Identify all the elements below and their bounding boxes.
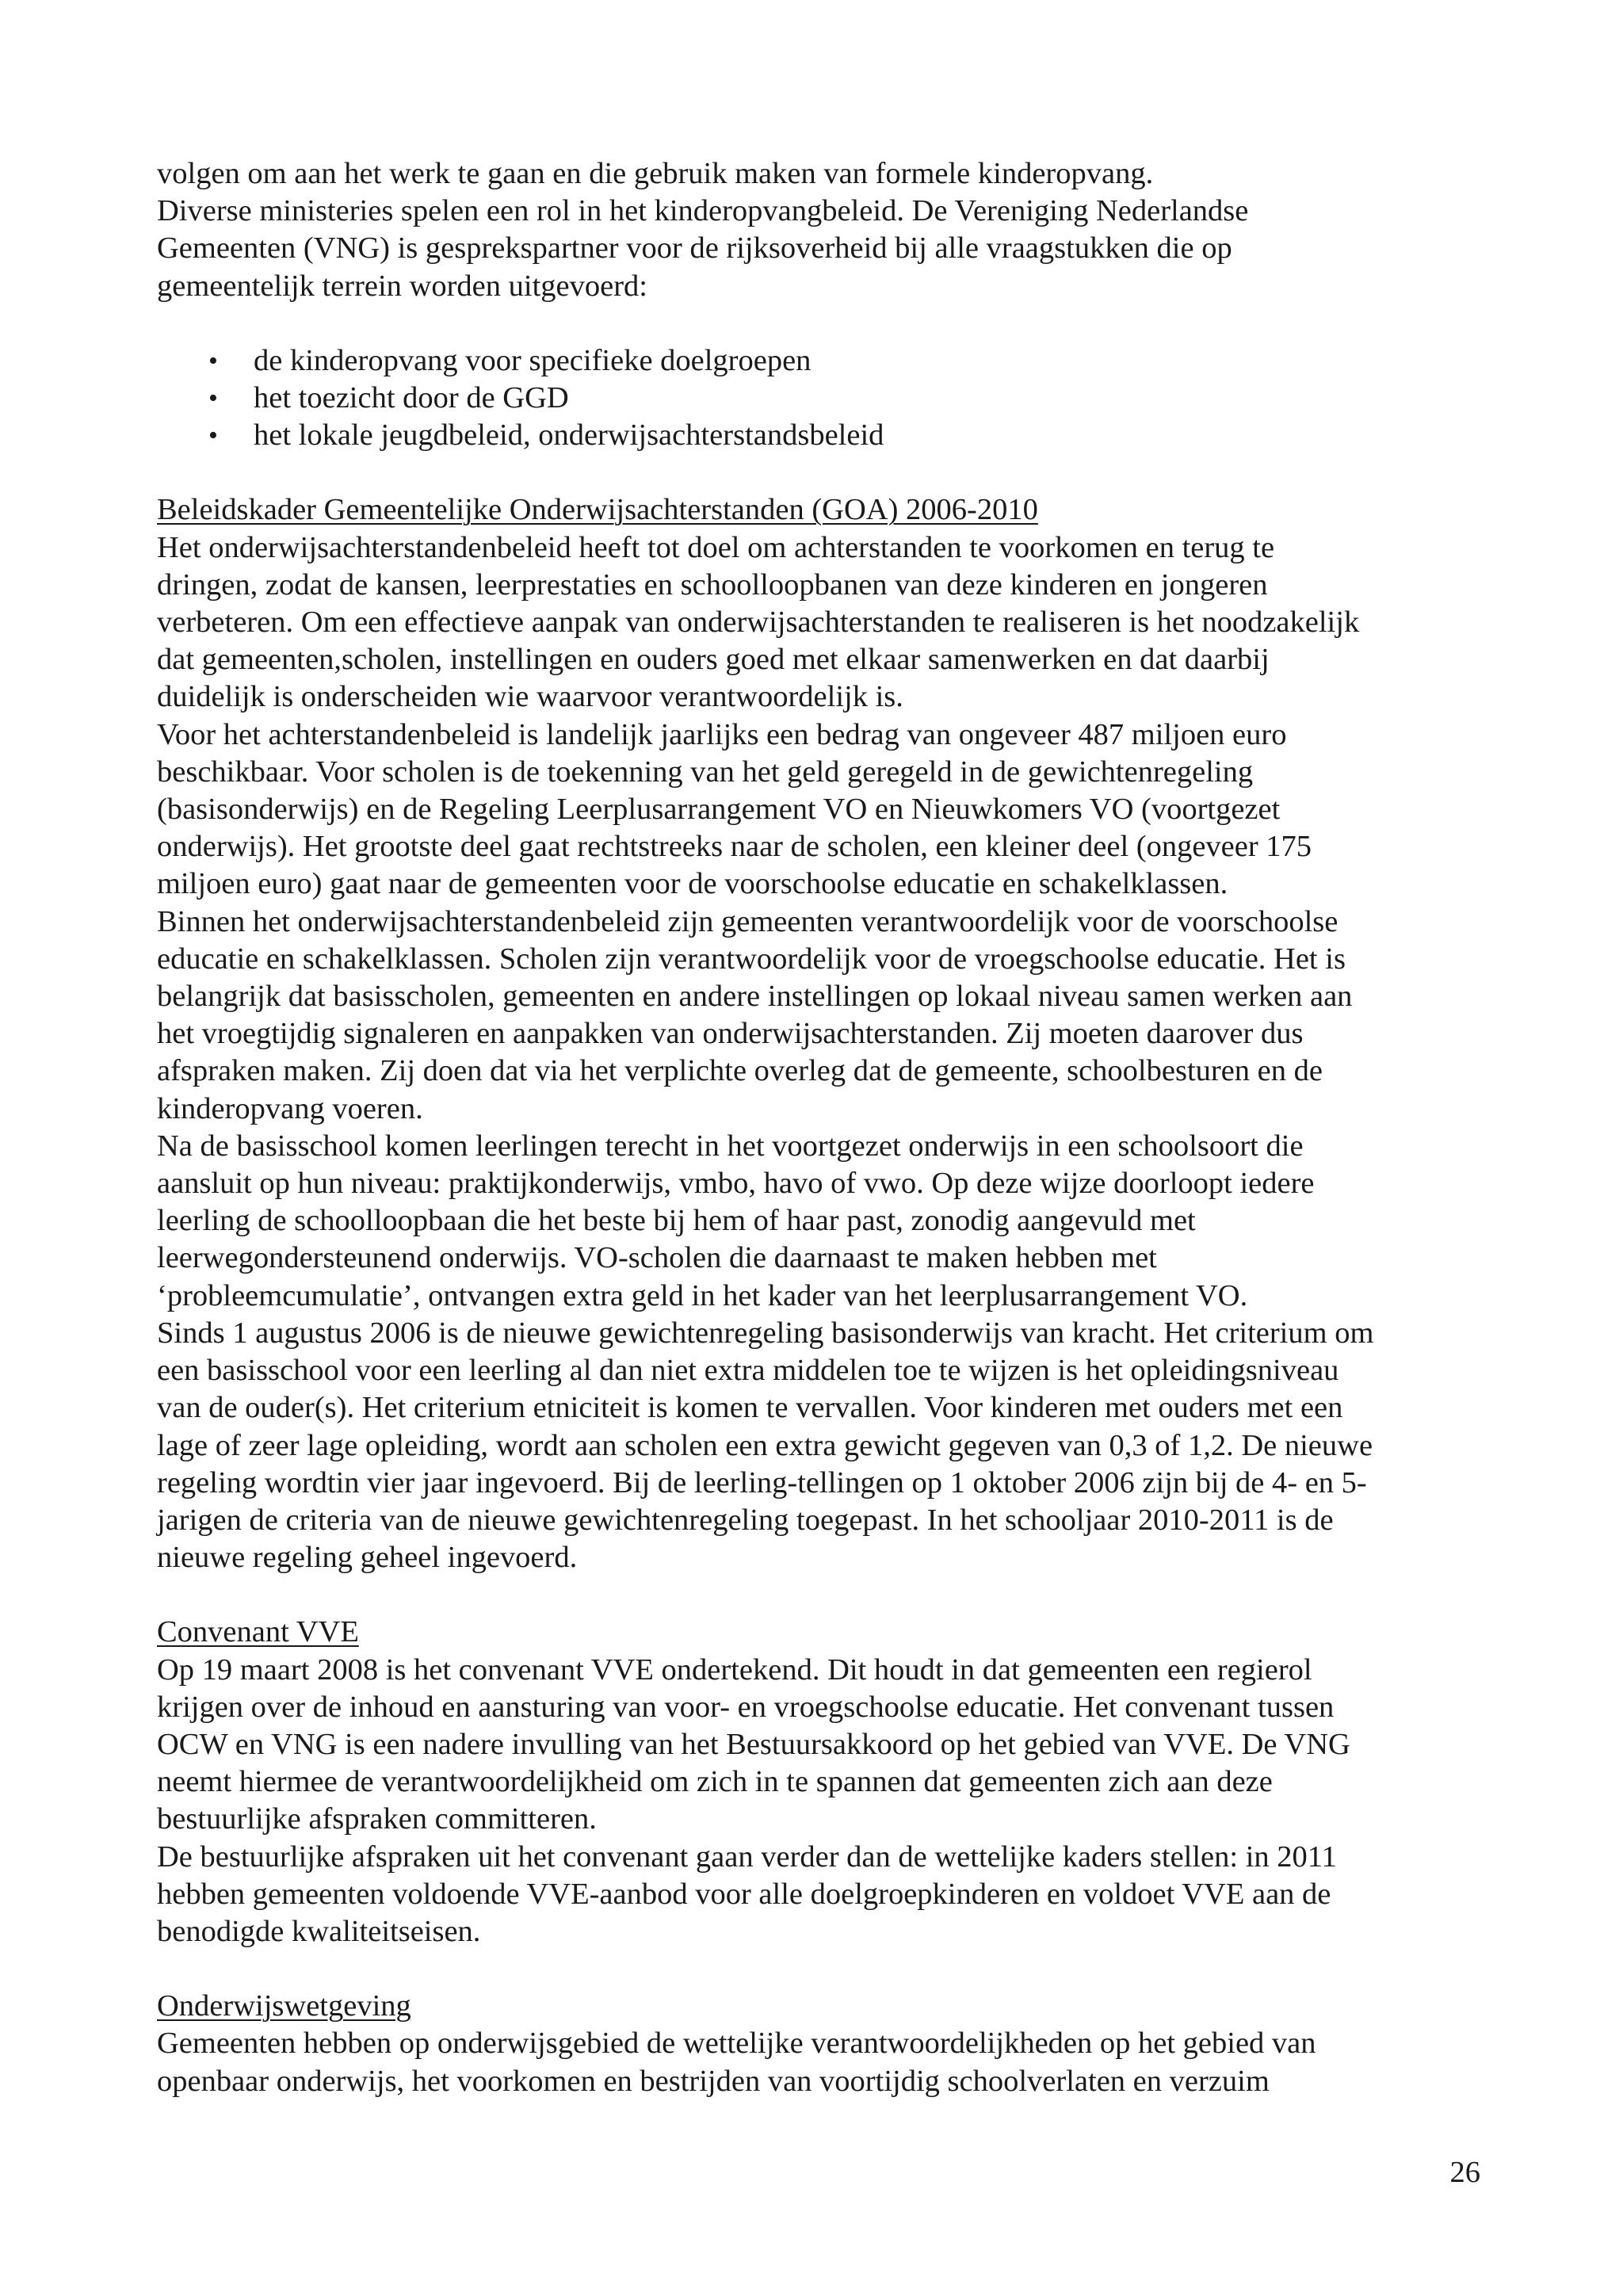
text-line: gemeentelijk terrein worden uitgevoerd: bbox=[157, 269, 647, 303]
text-line: benodigde kwaliteitseisen. bbox=[157, 1914, 481, 1948]
text-line: leerwegondersteunend onderwijs. VO-scholen die daarnaast te maken hebben met bbox=[157, 1241, 1157, 1275]
paragraph-gap bbox=[157, 305, 1488, 342]
text-line: Het onderwijsachterstandenbeleid heeft tot doel om achterstanden te voorkomen en terug te bbox=[157, 530, 1275, 564]
text-line: hebben gemeenten voldoende VVE-aanbod voor alle doelgroepkinderen en voldoet VVE aan de bbox=[157, 1877, 1331, 1911]
text-line: belangrijk dat basisscholen, gemeenten en andere instellingen op lokaal niveau samen werken aan bbox=[157, 980, 1353, 1014]
text-line: Binnen het onderwijsachterstandenbeleid zijn gemeenten verantwoordelijk voor de voorschoolse bbox=[157, 904, 1338, 938]
section-heading: Convenant VVE bbox=[157, 1615, 359, 1649]
text-line: van de ouder(s). Het criterium etniciteit is komen te vervallen. Voor kinderen met ouders met een bbox=[157, 1391, 1343, 1425]
bullet-icon: • bbox=[208, 384, 218, 414]
text-line: bestuurlijke afspraken committeren. bbox=[157, 1802, 597, 1836]
text-line: leerling de schoolloopbaan die het beste bij hem of haar past, zonodig aangevuld met bbox=[157, 1204, 1196, 1238]
paragraph-gap bbox=[157, 1950, 1488, 1988]
bullet-icon: • bbox=[208, 346, 218, 376]
text-line: volgen om aan het werk te gaan en die gebruik maken van formele kinderopvang. bbox=[157, 157, 1154, 190]
text-line: beschikbaar. Voor scholen is de toekenning van het geld geregeld in de gewichtenregeling bbox=[157, 755, 1254, 789]
text-line: onderwijs). Het grootste deel gaat rechtstreeks naar de scholen, een kleiner deel (ongeveer 175 bbox=[157, 830, 1312, 864]
text-line: Gemeenten (VNG) is gesprekspartner voor de rijksoverheid bij alle vraagstukken die op bbox=[157, 231, 1232, 266]
list-item-text: het lokale jeugdbeleid, onderwijsachterstandsbeleid bbox=[254, 418, 884, 453]
list-item bbox=[157, 417, 1488, 454]
text-line: jarigen de criteria van de nieuwe gewichtenregeling toegepast. In het schooljaar 2010-2011 is de bbox=[157, 1503, 1334, 1537]
text-line: educatie en schakelklassen. Scholen zijn verantwoordelijk voor de vroegschoolse educatie. Het is bbox=[157, 942, 1346, 976]
text-line: krijgen over de inhoud en aansturing van voor- en vroegschoolse educatie. Het convenant tussen bbox=[157, 1690, 1335, 1724]
text-line: Sinds 1 augustus 2006 is de nieuwe gewichtenregeling basisonderwijs van kracht. Het criterium om bbox=[157, 1316, 1374, 1350]
text-line: Op 19 maart 2008 is het convenant VVE ondertekend. Dit houdt in dat gemeenten een regierol bbox=[157, 1652, 1312, 1687]
text-line: openbaar onderwijs, het voorkomen en bestrijden van voortijdig schoolverlaten en verzuim bbox=[157, 2064, 1270, 2098]
text-line: OCW en VNG is een nadere invulling van het Bestuursakkoord op het gebied van VVE. De VNG bbox=[157, 1727, 1350, 1761]
text-line: nieuwe regeling geheel ingevoerd. bbox=[157, 1541, 578, 1575]
text-line: het vroegtijdig signaleren en aanpakken van onderwijsachterstanden. Zij moeten daarover dus bbox=[157, 1017, 1304, 1051]
text-line: De bestuurlijke afspraken uit het convenant gaan verder dan de wettelijke kaders stellen: in 2011 bbox=[157, 1839, 1337, 1874]
text-line: een basisschool voor een leerling al dan niet extra middelen toe te wijzen is het opleidingsniveau bbox=[157, 1354, 1339, 1388]
text-line: neemt hiermee de verantwoordelijkheid om zich in te spannen dat gemeenten zich aan deze bbox=[157, 1765, 1273, 1799]
section-heading: Onderwijswetgeving bbox=[157, 1989, 411, 2023]
bullet-icon: • bbox=[208, 421, 218, 451]
text-line: afspraken maken. Zij doen dat via het verplichte overleg dat de gemeente, schoolbesturen en de bbox=[157, 1054, 1323, 1088]
section-heading: Beleidskader Gemeentelijke Onderwijsachterstanden (GOA) 2006-2010 bbox=[157, 493, 1038, 527]
paragraph-gap bbox=[157, 1576, 1488, 1614]
list-item bbox=[157, 342, 1488, 380]
text-line: (basisonderwijs) en de Regeling Leerplusarrangement VO en Nieuwkomers VO (voortgezet bbox=[157, 793, 1281, 827]
text-line: kinderopvang voeren. bbox=[157, 1091, 423, 1125]
text-line: duidelijk is onderscheiden wie waarvoor verantwoordelijk is. bbox=[157, 680, 903, 714]
text-line: Voor het achterstandenbeleid is landelijk jaarlijks een bedrag van ongeveer 487 miljoen euro bbox=[157, 717, 1287, 751]
bullet-list bbox=[157, 342, 1488, 455]
text-line: ‘probleemcumulatie’, ontvangen extra geld in het kader van het leerplusarrangement VO. bbox=[157, 1278, 1248, 1312]
text-line: Diverse ministeries spelen een rol in het kinderopvangbeleid. De Vereniging Nederlandse bbox=[157, 194, 1249, 228]
text-line: aansluit op hun niveau: praktijkonderwijs, vmbo, havo of vwo. Op deze wijze doorloopt iedere bbox=[157, 1167, 1315, 1201]
text-line: lage of zeer lage opleiding, wordt aan scholen een extra gewicht gegeven van 0,3 of 1,2. De nieuwe bbox=[157, 1428, 1373, 1462]
paragraph-gap bbox=[157, 454, 1488, 491]
text-line: dringen, zodat de kansen, leerprestaties en schoolloopbanen van deze kinderen en jongeren bbox=[157, 567, 1268, 602]
text-line: Gemeenten hebben op onderwijsgebied de wettelijke verantwoordelijkheden op het gebied van bbox=[157, 2027, 1316, 2061]
list-item bbox=[157, 380, 1488, 417]
text-line: miljoen euro) gaat naar de gemeenten voor de voorschoolse educatie en schakelklassen. bbox=[157, 867, 1228, 901]
intro-paragraph bbox=[157, 155, 1488, 305]
text-line: dat gemeenten,scholen, instellingen en ouders goed met elkaar samenwerken en dat daarbij bbox=[157, 643, 1270, 677]
section-vve bbox=[157, 1614, 1488, 1950]
text-line: Na de basisschool komen leerlingen terecht in het voortgezet onderwijs in een schoolsoort die bbox=[157, 1129, 1304, 1163]
document-page bbox=[157, 155, 1488, 2100]
text-line: regeling wordtin vier jaar ingevoerd. Bij de leerling-tellingen op 1 oktober 2006 zijn bij de 4- en 5- bbox=[157, 1465, 1367, 1499]
text-line: verbeteren. Om een effectieve aanpak van onderwijsachterstanden te realiseren is het noodzakelijk bbox=[157, 606, 1360, 640]
section-goa bbox=[157, 491, 1488, 1576]
list-item-text: het toezicht door de GGD bbox=[254, 381, 569, 415]
page-number: 26 bbox=[1449, 2156, 1480, 2189]
section-onderwijswetgeving bbox=[157, 1988, 1488, 2100]
list-item-text: de kinderopvang voor specifieke doelgroepen bbox=[254, 343, 812, 377]
